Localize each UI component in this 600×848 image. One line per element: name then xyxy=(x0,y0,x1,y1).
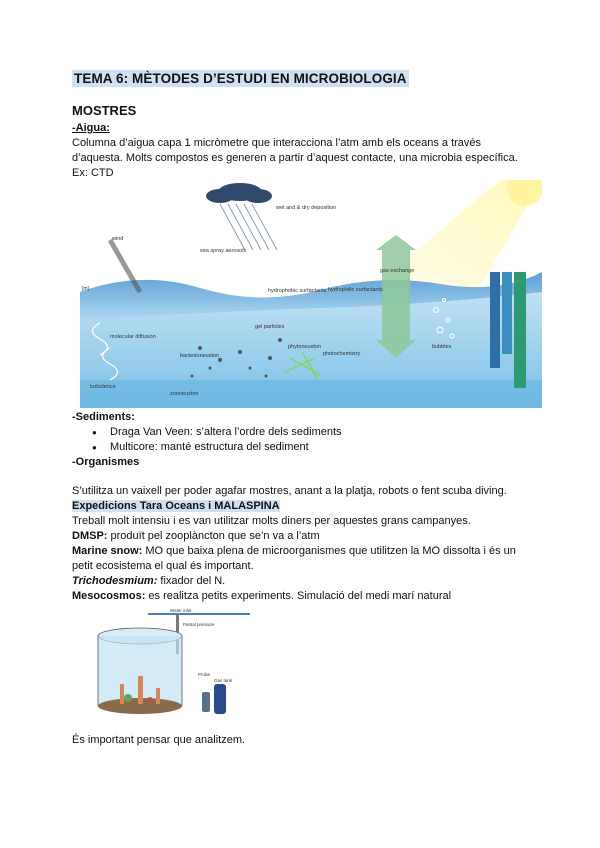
mesocosmos-text: es realitza petits experiments. Simulació del medi marí natural xyxy=(145,590,452,602)
uv-band-3 xyxy=(514,272,526,388)
sediments-heading: -Sediments: xyxy=(72,411,135,423)
label-gas: gas exchange xyxy=(380,268,415,274)
label-hydrophobic: hydrophobic surfactants xyxy=(268,288,327,294)
trichodesmium-line xyxy=(72,574,225,589)
label-partial: Partial pressure xyxy=(183,622,215,627)
expedicions-line xyxy=(72,499,280,514)
gas-exchange-arrow xyxy=(382,250,410,340)
organismes-heading: -Organismes xyxy=(72,456,140,468)
section-heading: MOSTRES xyxy=(72,103,137,118)
label-turbulence: turbulence xyxy=(90,384,116,390)
list-item: ● Draga Van Veen: s’altera l’ordre dels sediments xyxy=(90,425,342,440)
aigua-heading: -Aigua: xyxy=(72,122,110,134)
aigua-line-2: d’aquesta. Molts compostos es generen a partir d’aquest contacte, una microbia específica. xyxy=(72,152,518,164)
sea-bottom-band xyxy=(80,380,542,408)
trichodesmium-term: Trichodesmium: xyxy=(72,575,158,587)
dmsp-term: DMSP: xyxy=(72,530,108,542)
label-water-inlet: Water inlet xyxy=(170,608,192,613)
probe-device xyxy=(202,692,210,712)
label-wind: wind xyxy=(112,236,124,242)
aigua-line-1: Columna d’aigua capa 1 micròmetre que interacciona l’atm amb els oceans a través xyxy=(72,137,482,149)
label-gel: gel particles xyxy=(255,324,285,330)
marine-snow-text: MO que baixa plena de microorganismes que utilitzen la MO dissolta i és un xyxy=(142,545,516,557)
mesocosmos-term: Mesocosmos: xyxy=(72,590,146,602)
label-zooneuston: zooneuston xyxy=(170,391,199,397)
aigua-line-3: Ex: CTD xyxy=(72,167,114,179)
trichodesmium-text: fixador del N. xyxy=(157,575,226,587)
label-bubbles: bubbles xyxy=(432,344,452,350)
label-depth: [m] xyxy=(82,286,89,292)
marine-snow-term: Marine snow: xyxy=(72,545,143,557)
dmsp-text: produït pel zooplàncton que se’n va a l’atm xyxy=(107,530,320,542)
marine-snow-line-1 xyxy=(72,544,516,559)
list-item: ● Multicore: manté estructura del sediment xyxy=(90,440,342,455)
label-deposition: wet and & dry deposition xyxy=(276,205,337,211)
label-aerosols: sea spray aerosols xyxy=(200,248,247,254)
expedicions-highlight: Expedicions Tara Oceans i MALASPINA xyxy=(72,500,280,512)
page-title: TEMA 6: MÈTODES D’ESTUDI EN MICROBIOLOGIA xyxy=(74,71,407,86)
final-text: És important pensar que analitzem. xyxy=(72,734,246,746)
label-gas-tank: Gas tank xyxy=(214,678,233,683)
mesocosmos-line xyxy=(72,589,451,604)
ocean-microlayer-figure xyxy=(80,180,542,408)
vaixell-text: S’utilitza un vaixell per poder agafar mostres, anant a la platja, robots o fent scuba diving. xyxy=(72,485,507,497)
sediments-list xyxy=(90,425,342,455)
gas-tank xyxy=(214,684,226,714)
label-molecular: molecular diffusion xyxy=(110,334,156,340)
uv-band-2 xyxy=(502,272,512,354)
label-photochem: photochemistry xyxy=(323,351,361,357)
label-hydrophilic: hydrophilic surfactants xyxy=(328,287,383,293)
label-bacterio: bacterioneuston xyxy=(180,353,220,359)
mesocosm-figure xyxy=(90,606,250,724)
uv-band-1 xyxy=(490,272,500,368)
treball-text: Treball molt intensiu i es van utilitzar molts diners per aquestes grans campanyes. xyxy=(72,515,471,527)
marine-snow-line-2: petit ecosistema el qual és important. xyxy=(72,560,254,572)
dmsp-line xyxy=(72,529,320,544)
label-probe: Probe xyxy=(198,672,211,677)
label-phyto: phytoneuston xyxy=(288,344,322,350)
